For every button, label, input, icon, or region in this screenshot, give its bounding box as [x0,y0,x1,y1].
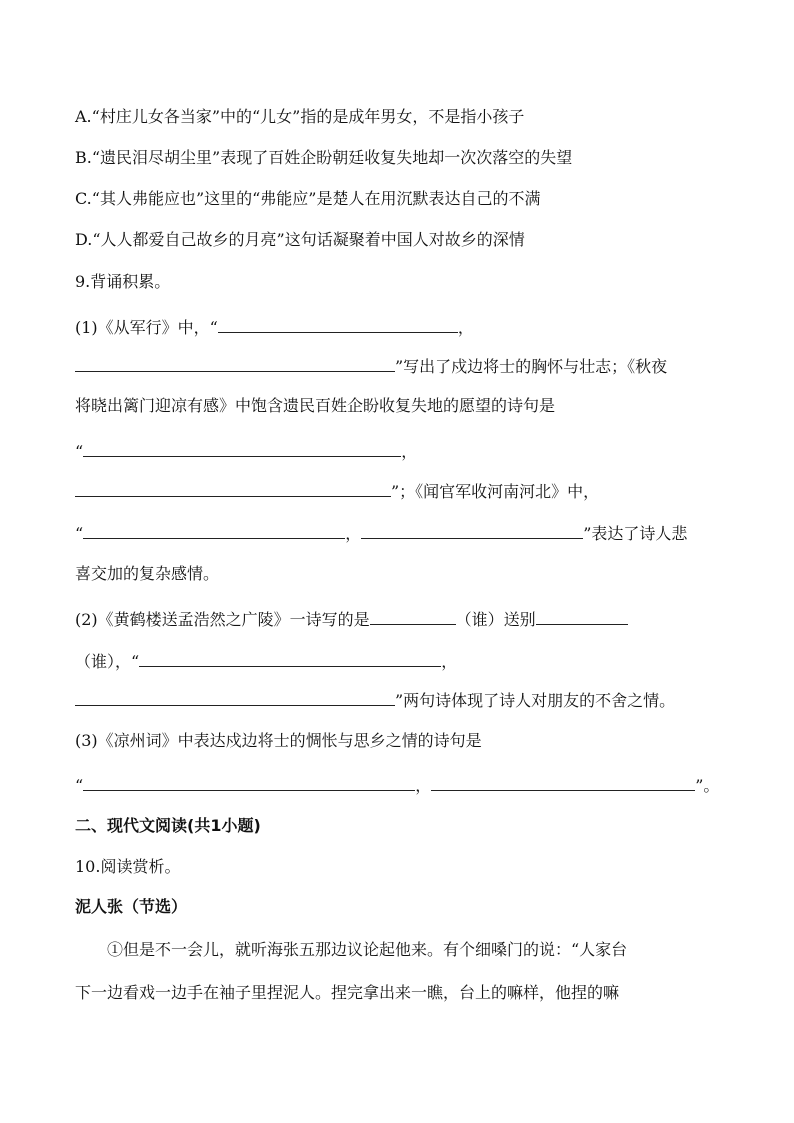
answer-blank[interactable] [83,438,401,457]
open-quote: “ [75,442,84,461]
q9-p2-line1 [75,606,628,632]
q9-p1-line7: 喜交加的复杂感情。 [75,564,220,583]
answer-blank[interactable] [75,353,395,372]
comma: ， [345,524,362,543]
comma: ， [415,776,432,795]
q9-p1-emotion: ”表达了诗人悲 [583,524,688,543]
q9-p1-start: (1)《从军行》中，“ [75,318,218,337]
answer-blank[interactable] [536,606,628,625]
answer-blank[interactable] [83,520,345,539]
question-10-title: 10.阅读赏析。 [75,857,181,876]
question-9-title: 9.背诵积累。 [75,272,171,291]
q9-who2: （谁），“ [75,652,140,671]
comma: ， [457,318,474,337]
q9-p1-line1 [75,314,474,340]
q9-p2-start: (2)《黄鹤楼送孟浩然之广陵》一诗写的是 [75,610,370,629]
q9-p2-after: ”两句诗体现了诗人对朋友的不舍之情。 [395,691,676,710]
q9-p2-line2 [75,648,457,674]
q9-p1-line4 [75,438,417,464]
q9-p3-line2 [75,772,719,798]
end-quote: ”。 [695,776,720,795]
open-quote: “ [75,524,84,543]
comma: ， [401,442,418,461]
answer-blank[interactable] [370,606,456,625]
answer-blank[interactable] [361,520,583,539]
option-d: D.“人人都爱自己故乡的月亮”这句话凝聚着中国人对故乡的深情 [75,230,525,249]
q9-p1-after: ”写出了戍边将士的胸怀与壮志；《秋夜 [395,357,668,376]
passage-title: 泥人张（节选） [75,897,188,916]
comma: ， [441,652,458,671]
option-b: B.“遗民泪尽胡尘里”表现了百姓企盼朝廷收复失地却一次次落空的失望 [75,148,573,167]
answer-blank[interactable] [218,314,458,333]
open-quote: “ [75,776,84,795]
q9-p1-line2 [75,353,667,379]
q9-p1-line6 [75,520,687,546]
q9-p1-line5 [75,478,599,504]
option-a: A.“村庄儿女各当家”中的“儿女”指的是成年男女，不是指小孩子 [75,107,525,126]
q9-p1-line3: 将晓出篱门迎凉有感》中饱含遗民百姓企盼收复失地的愿望的诗句是 [75,396,556,415]
q9-p1-semicolon: ”；《闻官军收河南河北》中， [391,482,600,501]
q9-p3: (3)《凉州词》中表达戍边将士的惆怅与思乡之情的诗句是 [75,731,482,750]
passage-paragraph-line: 下一边看戏一边手在袖子里捏泥人。捏完拿出来一瞧，台上的嘛样，他捏的嘛 [75,983,620,1002]
passage-paragraph-line: ①但是不一会儿，就听海张五那边议论起他来。有个细嗓门的说：“人家台 [107,940,628,959]
q9-who: （谁）送别 [455,610,536,629]
answer-blank[interactable] [139,648,441,667]
section-heading: 二、现代文阅读(共1小题) [75,816,261,835]
answer-blank[interactable] [431,772,695,791]
q9-p2-line3 [75,687,675,713]
answer-blank[interactable] [75,478,391,497]
option-c: C.“其人弗能应也”这里的“弗能应”是楚人在用沉默表达自己的不满 [75,189,541,208]
answer-blank[interactable] [83,772,415,791]
answer-blank[interactable] [75,687,395,706]
